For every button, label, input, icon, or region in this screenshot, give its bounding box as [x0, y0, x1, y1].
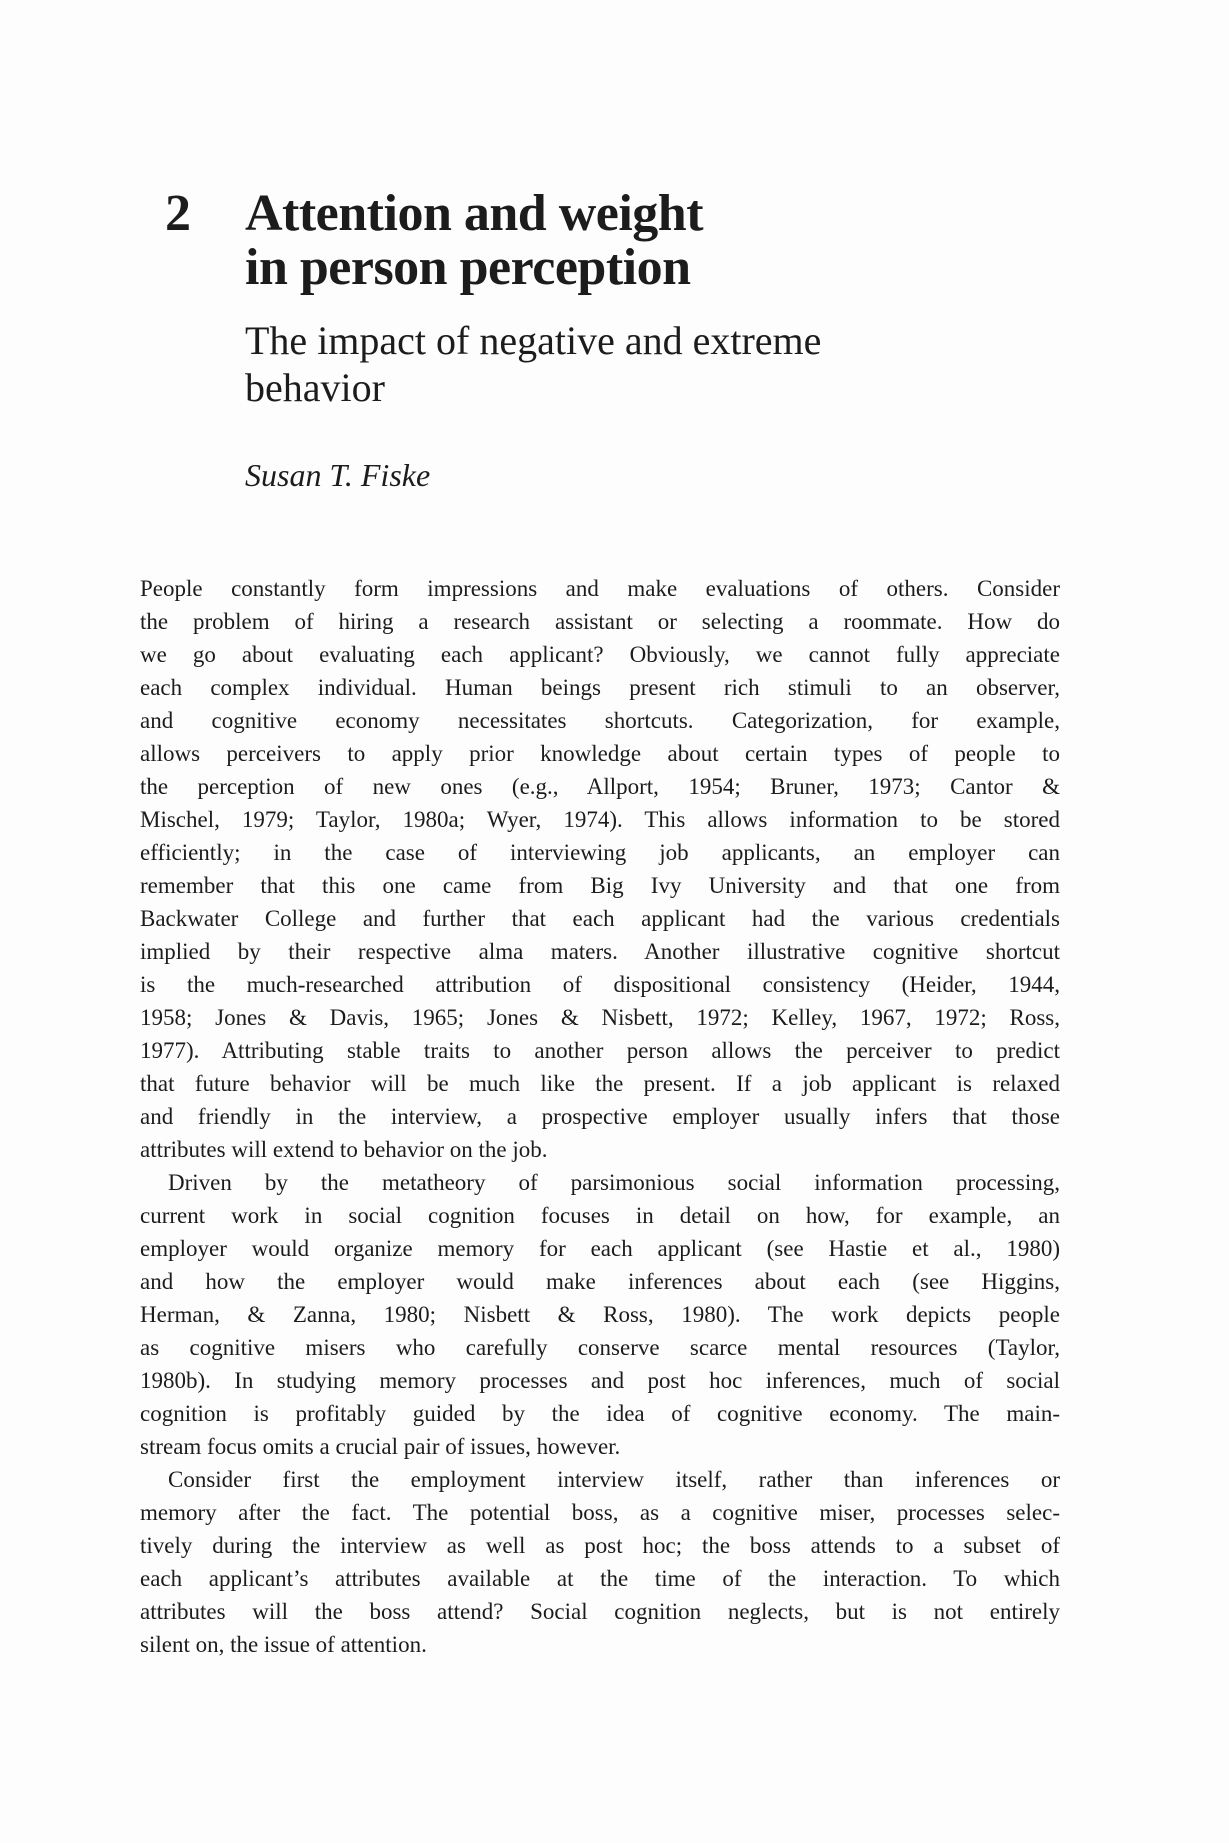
text-line: allows perceivers to apply prior knowledge about certain types of people to	[140, 741, 1060, 766]
text-line: People constantly form impressions and make evaluations of others. Consider	[140, 576, 1060, 601]
text-line: cognition is profitably guided by the idea of cognitive economy. The main-	[140, 1401, 1060, 1426]
text-line: Consider first the employment interview itself, rather than inferences or	[168, 1467, 1060, 1492]
text-line: implied by their respective alma maters. Another illustrative cognitive shortcut	[140, 939, 1060, 964]
text-line: 1958; Jones & Davis, 1965; Jones & Nisbett, 1972; Kelley, 1967, 1972; Ross,	[140, 1005, 1060, 1030]
chapter-subtitle	[245, 317, 821, 411]
body-text	[140, 572, 1060, 1661]
text-line: current work in social cognition focuses in detail on how, for example, an	[140, 1203, 1060, 1228]
text-line: and friendly in the interview, a prospective employer usually infers that those	[140, 1104, 1060, 1129]
chapter-title	[245, 187, 703, 295]
text-line: employer would organize memory for each applicant (see Hastie et al., 1980)	[140, 1236, 1060, 1261]
text-line: remember that this one came from Big Ivy University and that one from	[140, 873, 1060, 898]
text-line: 1977). Attributing stable traits to another person allows the perceiver to predict	[140, 1038, 1060, 1063]
text-line: attributes will extend to behavior on the job.	[140, 1137, 548, 1162]
text-line: that future behavior will be much like the present. If a job applicant is relaxed	[140, 1071, 1060, 1096]
text-line: and how the employer would make inferences about each (see Higgins,	[140, 1269, 1060, 1294]
text-line: stream focus omits a crucial pair of issues, however.	[140, 1434, 621, 1459]
text-line: Herman, & Zanna, 1980; Nisbett & Ross, 1980). The work depicts people	[140, 1302, 1060, 1327]
chapter-subtitle-line: The impact of negative and extreme	[245, 318, 822, 363]
text-line: the perception of new ones (e.g., Allport, 1954; Bruner, 1973; Cantor &	[140, 774, 1060, 799]
text-line: the problem of hiring a research assistant or selecting a roommate. How do	[140, 609, 1060, 634]
chapter-title-line: in person perception	[245, 239, 691, 296]
text-line: as cognitive misers who carefully conserve scarce mental resources (Taylor,	[140, 1335, 1060, 1360]
text-line: Driven by the metatheory of parsimonious social information processing,	[168, 1170, 1060, 1195]
text-line: memory after the fact. The potential boss, as a cognitive miser, processes selec-	[140, 1500, 1060, 1525]
text-line: is the much-researched attribution of dispositional consistency (Heider, 1944,	[140, 972, 1060, 997]
chapter-number: 2	[165, 185, 191, 242]
chapter-subtitle-line: behavior	[245, 365, 385, 410]
chapter-heading	[165, 187, 703, 295]
text-line: tively during the interview as well as post hoc; the boss attends to a subset of	[140, 1533, 1060, 1558]
text-line: silent on, the issue of attention.	[140, 1632, 427, 1657]
text-line: Mischel, 1979; Taylor, 1980a; Wyer, 1974). This allows information to be stored	[140, 807, 1060, 832]
text-line: each complex individual. Human beings present rich stimuli to an observer,	[140, 675, 1060, 700]
text-line: efficiently; in the case of interviewing job applicants, an employer can	[140, 840, 1060, 865]
text-line: attributes will the boss attend? Social cognition neglects, but is not entirely	[140, 1599, 1060, 1624]
text-line: Backwater College and further that each applicant had the various credentials	[140, 906, 1060, 931]
chapter-title-line: Attention and weight	[245, 185, 704, 242]
text-line: we go about evaluating each applicant? Obviously, we cannot fully appreciate	[140, 642, 1060, 667]
text-line: and cognitive economy necessitates shortcuts. Categorization, for example,	[140, 708, 1060, 733]
text-line: each applicant’s attributes available at the time of the interaction. To which	[140, 1566, 1060, 1591]
text-line: 1980b). In studying memory processes and post hoc inferences, much of social	[140, 1368, 1060, 1393]
author-name: Susan T. Fiske	[245, 457, 431, 493]
